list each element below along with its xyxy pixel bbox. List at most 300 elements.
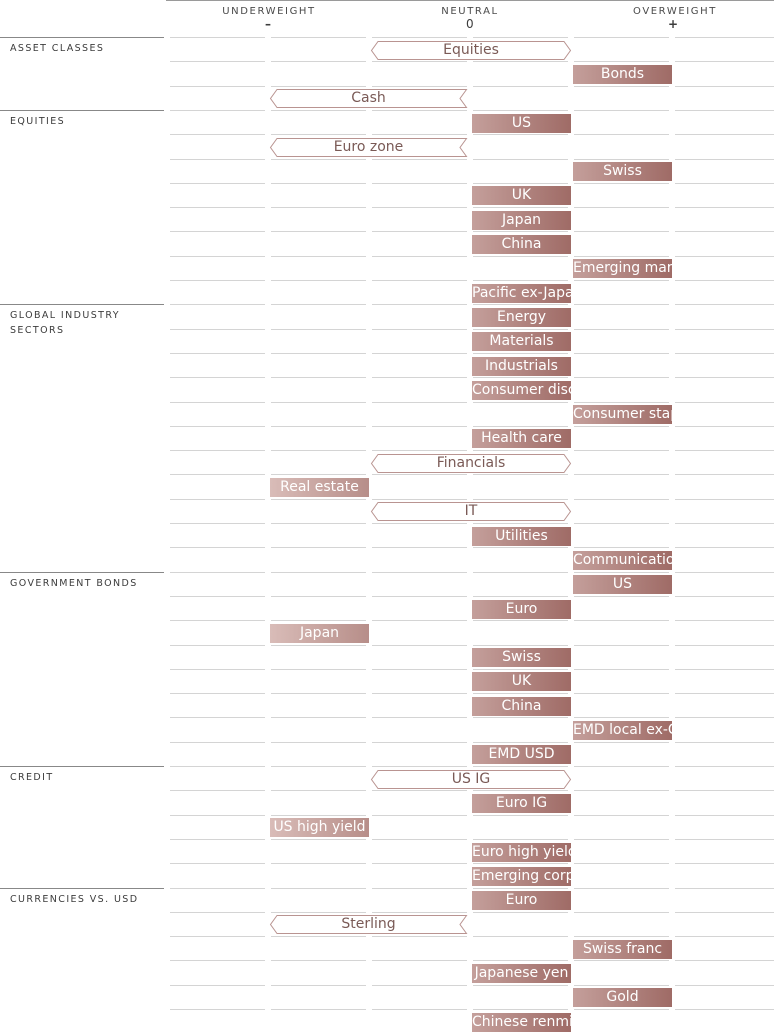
gridline-gap xyxy=(669,888,675,889)
bar-label: Equities xyxy=(443,41,499,58)
gridline-gap xyxy=(366,159,372,160)
section-label: EQUITIES xyxy=(10,115,66,127)
gridline-gap xyxy=(366,329,372,330)
gridline-gap xyxy=(467,888,473,889)
gridline-gap xyxy=(366,985,372,986)
gridline-gap xyxy=(366,669,372,670)
gridline-gap xyxy=(366,207,372,208)
gridline-gap xyxy=(164,159,170,160)
gridline-gap xyxy=(164,523,170,524)
gridline-gap xyxy=(669,499,675,500)
gridline-gap xyxy=(467,256,473,257)
gridline-gap xyxy=(164,134,170,135)
gridline-gap xyxy=(164,110,170,111)
bar-overweight: Euro xyxy=(472,891,571,910)
section-rule xyxy=(0,888,166,889)
gridline-gap xyxy=(467,450,473,451)
gridline-gap xyxy=(164,888,170,889)
gridline-gap xyxy=(568,183,574,184)
gridline-gap xyxy=(265,936,271,937)
gridline-gap xyxy=(366,936,372,937)
section-label: GLOBAL INDUSTRY SECTORS xyxy=(10,310,120,337)
gridline-gap xyxy=(669,304,675,305)
gridline-gap xyxy=(467,86,473,87)
gridline-gap xyxy=(568,888,574,889)
gridline-gap xyxy=(568,790,574,791)
gridline-gap xyxy=(568,717,574,718)
gridline-gap xyxy=(366,61,372,62)
gridline-gap xyxy=(366,790,372,791)
gridline-gap xyxy=(467,207,473,208)
gridline-gap xyxy=(366,766,372,767)
bar-overweight: Bonds xyxy=(573,65,672,84)
gridline-gap xyxy=(467,134,473,135)
bar-overweight: China xyxy=(472,235,571,254)
gridline-gap xyxy=(366,256,372,257)
gridline-gap xyxy=(467,159,473,160)
gridline-gap xyxy=(366,693,372,694)
bar-neutral xyxy=(371,770,571,789)
gridline-gap xyxy=(467,329,473,330)
gridline-gap xyxy=(669,620,675,621)
gridline-gap xyxy=(164,1009,170,1010)
gridline-gap xyxy=(164,547,170,548)
gridline-gap xyxy=(265,256,271,257)
gridline-gap xyxy=(366,280,372,281)
gridline-gap xyxy=(568,815,574,816)
gridline-gap xyxy=(265,742,271,743)
gridline-gap xyxy=(568,86,574,87)
gridline-gap xyxy=(669,669,675,670)
gridline-gap xyxy=(265,693,271,694)
gridline-gap xyxy=(467,912,473,913)
gridline-gap xyxy=(366,110,372,111)
gridline-gap xyxy=(265,547,271,548)
gridline-gap xyxy=(265,110,271,111)
gridline-gap xyxy=(467,110,473,111)
gridline-gap xyxy=(467,353,473,354)
bar-overweight: UK xyxy=(472,672,571,691)
gridline-gap xyxy=(669,863,675,864)
gridline-gap xyxy=(568,645,574,646)
gridline-gap xyxy=(366,183,372,184)
gridline-gap xyxy=(669,61,675,62)
gridline-gap xyxy=(568,61,574,62)
bar-overweight: Swiss franc xyxy=(573,940,672,959)
gridline-gap xyxy=(164,426,170,427)
gridline-gap xyxy=(366,37,372,38)
bar-overweight: EMD USD xyxy=(472,745,571,764)
bar-overweight: US xyxy=(472,114,571,133)
gridline-gap xyxy=(164,912,170,913)
gridline-gap xyxy=(568,572,574,573)
bar-overweight: Emerging corporate xyxy=(472,867,612,884)
gridline-gap xyxy=(467,693,473,694)
bar-overweight: Japan xyxy=(472,211,571,230)
gridline-gap xyxy=(265,329,271,330)
gridline-gap xyxy=(164,839,170,840)
bar-overweight: Communication services xyxy=(573,551,746,568)
gridline-gap xyxy=(467,572,473,573)
gridline-gap xyxy=(568,936,574,937)
bar-overweight: US xyxy=(573,575,672,594)
gridline-gap xyxy=(669,960,675,961)
gridline-gap xyxy=(568,960,574,961)
gridline-gap xyxy=(366,888,372,889)
gridline-gap xyxy=(669,693,675,694)
bar-overweight: Chinese renminbi xyxy=(472,1013,595,1030)
gridline-gap xyxy=(164,766,170,767)
gridline-gap xyxy=(467,839,473,840)
gridline-gap xyxy=(164,402,170,403)
gridline-gap xyxy=(467,596,473,597)
gridline-gap xyxy=(164,231,170,232)
gridline-gap xyxy=(265,717,271,718)
gridline-gap xyxy=(366,912,372,913)
gridline-gap xyxy=(568,377,574,378)
gridline-gap xyxy=(164,960,170,961)
gridline-gap xyxy=(265,474,271,475)
gridline-gap xyxy=(164,61,170,62)
gridline-gap xyxy=(568,474,574,475)
gridline-gap xyxy=(669,596,675,597)
gridline-gap xyxy=(568,231,574,232)
bar-overweight: China xyxy=(472,697,571,716)
gridline-gap xyxy=(164,596,170,597)
gridline-gap xyxy=(164,256,170,257)
gridline-gap xyxy=(568,353,574,354)
gridline-gap xyxy=(366,426,372,427)
section-label: CREDIT xyxy=(10,772,54,783)
bar-overweight: Euro IG xyxy=(472,794,571,813)
gridline-gap xyxy=(366,474,372,475)
gridline-gap xyxy=(366,863,372,864)
gridline-gap xyxy=(164,717,170,718)
gridline-gap xyxy=(467,985,473,986)
gridline-gap xyxy=(669,256,675,257)
gridline-gap xyxy=(669,717,675,718)
gridline-gap xyxy=(265,888,271,889)
bar-overweight: Consumer staples xyxy=(573,406,699,423)
gridline-gap xyxy=(366,402,372,403)
gridline-gap xyxy=(265,426,271,427)
gridline-gap xyxy=(669,402,675,403)
gridline-gap xyxy=(164,183,170,184)
gridline-gap xyxy=(164,450,170,451)
bar-label: Cash xyxy=(351,90,386,107)
gridline-gap xyxy=(467,717,473,718)
gridline-gap xyxy=(467,936,473,937)
gridline-gap xyxy=(366,304,372,305)
gridline-gap xyxy=(568,499,574,500)
bar-overweight: Japanese yen xyxy=(472,964,571,983)
gridline-gap xyxy=(265,231,271,232)
gridline-gap xyxy=(669,426,675,427)
gridline-gap xyxy=(568,280,574,281)
bar-overweight: Euro xyxy=(472,600,571,619)
gridline-gap xyxy=(669,839,675,840)
gridline-gap xyxy=(265,353,271,354)
gridline-gap xyxy=(467,402,473,403)
gridline-gap xyxy=(568,329,574,330)
gridline-gap xyxy=(265,912,271,913)
gridline-gap xyxy=(669,110,675,111)
gridline-gap xyxy=(164,377,170,378)
gridline-gap xyxy=(366,86,372,87)
gridline-gap xyxy=(265,669,271,670)
gridline-gap xyxy=(265,596,271,597)
gridline-gap xyxy=(669,353,675,354)
gridline-gap xyxy=(669,523,675,524)
bar-underweight xyxy=(270,138,467,157)
gridline-gap xyxy=(366,960,372,961)
gridline-gap xyxy=(164,790,170,791)
gridline-gap xyxy=(669,280,675,281)
bar-label: Euro zone xyxy=(333,138,404,155)
bar-label: Sterling xyxy=(341,916,396,933)
gridline-gap xyxy=(265,134,271,135)
gridline-gap xyxy=(164,329,170,330)
neutral-label: NEUTRAL xyxy=(441,6,499,17)
gridline-gap xyxy=(366,1009,372,1010)
gridline-gap xyxy=(467,474,473,475)
gridline-gap xyxy=(164,742,170,743)
gridline-gap xyxy=(669,912,675,913)
gridline-gap xyxy=(265,159,271,160)
bar-overweight: Industrials xyxy=(472,357,571,376)
gridline-gap xyxy=(467,499,473,500)
bar-overweight: Materials xyxy=(472,332,571,351)
gridline-gap xyxy=(669,183,675,184)
gridline-gap xyxy=(568,839,574,840)
gridline-gap xyxy=(467,304,473,305)
gridline-gap xyxy=(568,766,574,767)
bar-overweight: Swiss xyxy=(573,162,672,181)
gridline-gap xyxy=(366,839,372,840)
gridline-gap xyxy=(366,596,372,597)
gridline-gap xyxy=(265,645,271,646)
gridline-gap xyxy=(467,37,473,38)
gridline-gap xyxy=(366,523,372,524)
gridline-gap xyxy=(467,960,473,961)
gridline-gap xyxy=(164,207,170,208)
bar-label: IT xyxy=(464,503,478,520)
section-rule xyxy=(0,304,166,305)
gridline-gap xyxy=(467,766,473,767)
gridline-gap xyxy=(669,815,675,816)
gridline-gap xyxy=(164,353,170,354)
gridline-gap xyxy=(366,231,372,232)
gridline-gap xyxy=(265,863,271,864)
bar-overweight: Health care xyxy=(472,429,571,448)
gridline-gap xyxy=(467,669,473,670)
gridline-gap xyxy=(265,766,271,767)
gridline-gap xyxy=(164,669,170,670)
gridline-gap xyxy=(669,1009,675,1010)
gridline-gap xyxy=(669,936,675,937)
section-rule xyxy=(0,110,166,111)
gridline-gap xyxy=(265,402,271,403)
gridline-gap xyxy=(568,134,574,135)
gridline-gap xyxy=(265,207,271,208)
minus-sign: – xyxy=(265,17,271,31)
bar-overweight: Utilities xyxy=(472,527,571,546)
plus-sign: + xyxy=(668,17,679,31)
gridline-gap xyxy=(366,620,372,621)
gridline-gap xyxy=(669,37,675,38)
gridline-gap xyxy=(366,572,372,573)
gridline-gap xyxy=(568,450,574,451)
section-rule xyxy=(0,766,166,767)
gridline-gap xyxy=(467,1009,473,1010)
gridline-gap xyxy=(669,329,675,330)
gridline-gap xyxy=(265,280,271,281)
bar-overweight: Energy xyxy=(472,308,571,327)
gridline-gap xyxy=(164,985,170,986)
gridline-gap xyxy=(366,815,372,816)
gridline-gap xyxy=(568,742,574,743)
bar-label: Financials xyxy=(436,454,506,471)
bar-overweight: UK xyxy=(472,186,571,205)
bar-overweight: Emerging markets ex-China xyxy=(573,260,768,277)
section-label: GOVERNMENT BONDS xyxy=(10,577,138,589)
overweight-label: OVERWEIGHT xyxy=(633,6,717,17)
gridline-gap xyxy=(164,280,170,281)
gridline-gap xyxy=(164,499,170,500)
gridline-gap xyxy=(669,985,675,986)
gridline-gap xyxy=(164,572,170,573)
gridline-gap xyxy=(568,547,574,548)
gridline-gap xyxy=(265,815,271,816)
underweight-label: UNDERWEIGHT xyxy=(222,6,316,17)
gridline-gap xyxy=(669,766,675,767)
gridline-gap xyxy=(265,304,271,305)
bar-underweight: Japan xyxy=(270,624,369,643)
gridline-gap xyxy=(265,183,271,184)
gridline-gap xyxy=(568,110,574,111)
gridline-gap xyxy=(366,450,372,451)
gridline-gap xyxy=(164,620,170,621)
gridline-gap xyxy=(669,547,675,548)
gridline-gap xyxy=(265,960,271,961)
gridline-gap xyxy=(467,426,473,427)
gridline-gap xyxy=(568,985,574,986)
gridline-gap xyxy=(467,547,473,548)
gridline-gap xyxy=(265,86,271,87)
gridline-gap xyxy=(669,134,675,135)
gridline-gap xyxy=(265,790,271,791)
zero-sign: 0 xyxy=(466,17,474,31)
gridline-gap xyxy=(568,256,574,257)
gridline-gap xyxy=(265,499,271,500)
gridline-gap xyxy=(568,207,574,208)
gridline-gap xyxy=(568,912,574,913)
gridline-gap xyxy=(669,377,675,378)
gridline-gap xyxy=(164,37,170,38)
gridline-gap xyxy=(164,863,170,864)
bar-underweight: Real estate xyxy=(270,478,369,497)
gridline-gap xyxy=(467,645,473,646)
gridline-gap xyxy=(568,402,574,403)
section-rule xyxy=(0,572,166,573)
gridline-gap xyxy=(467,742,473,743)
gridline-gap xyxy=(568,426,574,427)
gridline-gap xyxy=(669,86,675,87)
gridline-gap xyxy=(265,377,271,378)
gridline-gap xyxy=(669,231,675,232)
gridline-gap xyxy=(467,280,473,281)
bar-underweight xyxy=(270,915,467,934)
gridline-gap xyxy=(164,645,170,646)
bar-overweight: Euro high yield xyxy=(472,843,577,860)
gridline-gap xyxy=(366,499,372,500)
gridline-gap xyxy=(164,86,170,87)
gridline-gap xyxy=(366,742,372,743)
bar-neutral xyxy=(371,41,571,60)
gridline-gap xyxy=(467,790,473,791)
bar-neutral xyxy=(371,454,571,473)
gridline-gap xyxy=(164,936,170,937)
gridline-gap xyxy=(568,669,574,670)
gridline-gap xyxy=(467,523,473,524)
gridline-gap xyxy=(467,377,473,378)
gridline-gap xyxy=(568,37,574,38)
bar-overweight: Gold xyxy=(573,988,672,1007)
gridline-gap xyxy=(467,863,473,864)
section-label: CURRENCIES VS. USD xyxy=(10,893,139,905)
gridline-gap xyxy=(669,572,675,573)
gridline-gap xyxy=(366,377,372,378)
gridline-gap xyxy=(669,742,675,743)
gridline-gap xyxy=(265,839,271,840)
bar-neutral xyxy=(371,502,571,521)
gridline-gap xyxy=(669,645,675,646)
gridline-gap xyxy=(568,620,574,621)
gridline-gap xyxy=(265,61,271,62)
gridline-gap xyxy=(366,717,372,718)
gridline-gap xyxy=(568,863,574,864)
gridline-gap xyxy=(366,353,372,354)
bar-overweight: Pacific ex-Japan xyxy=(472,284,583,301)
gridline-gap xyxy=(669,207,675,208)
gridline-gap xyxy=(265,450,271,451)
gridline-gap xyxy=(366,547,372,548)
gridline-gap xyxy=(265,572,271,573)
gridline-gap xyxy=(265,1009,271,1010)
bar-label: US IG xyxy=(451,770,491,787)
gridline-gap xyxy=(467,61,473,62)
header-rule xyxy=(166,0,774,1)
gridline-gap xyxy=(568,523,574,524)
gridline-gap xyxy=(568,596,574,597)
gridline-gap xyxy=(568,693,574,694)
bar-underweight xyxy=(270,89,467,108)
gridline-gap xyxy=(669,450,675,451)
bar-overweight: Swiss xyxy=(472,648,571,667)
gridline-gap xyxy=(467,183,473,184)
gridline-gap xyxy=(669,474,675,475)
bar-underweight: US high yield xyxy=(270,818,369,837)
gridline-gap xyxy=(265,985,271,986)
gridline-gap xyxy=(366,134,372,135)
gridline-gap xyxy=(164,815,170,816)
gridline-gap xyxy=(669,790,675,791)
gridline-gap xyxy=(568,1009,574,1010)
gridline-gap xyxy=(164,474,170,475)
gridline-gap xyxy=(467,815,473,816)
gridline-gap xyxy=(366,645,372,646)
gridline-gap xyxy=(467,231,473,232)
